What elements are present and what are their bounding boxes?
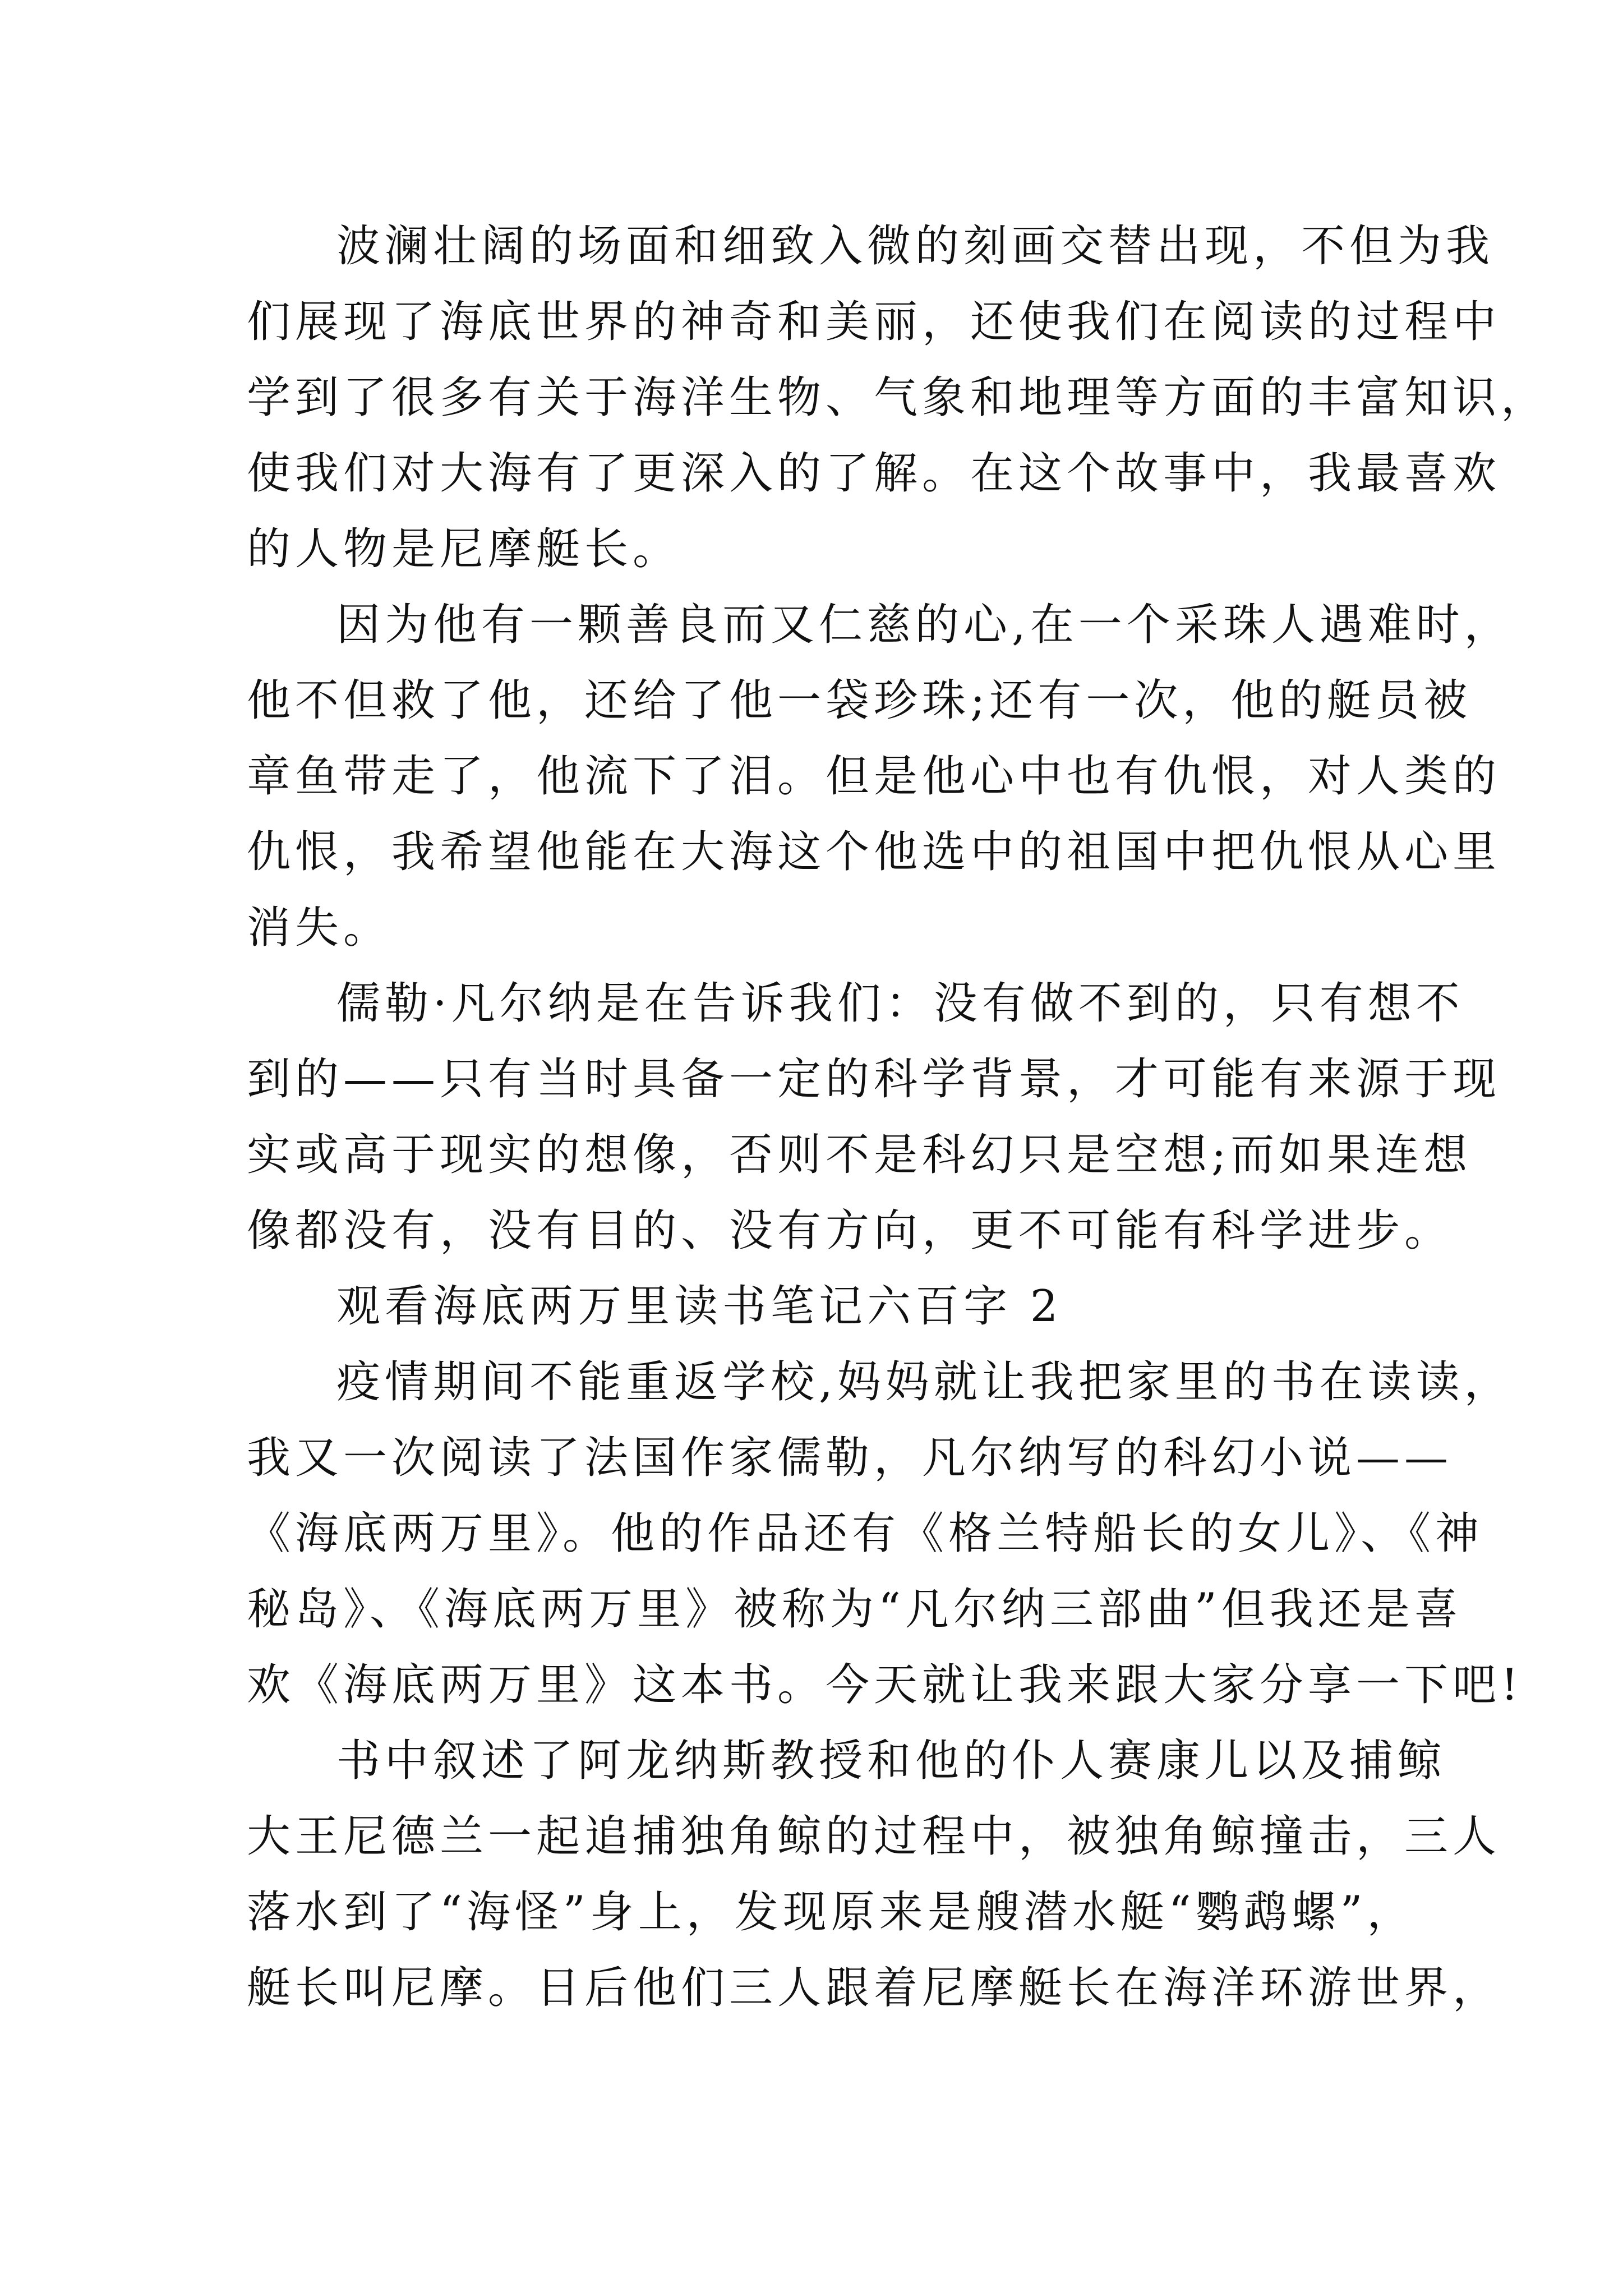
text-line: 《海底两万里》。他的作品还有《格兰特船长的女儿》、《神 (247, 1508, 1484, 1559)
text-line: 波澜壮阔的场面和细致入微的刻画交替出现，不但为我 (336, 221, 1495, 272)
text-line: 大王尼德兰一起追捕独角鲸的过程中，被独角鲸撞击，三人 (247, 1811, 1501, 1862)
text-line: 章鱼带走了，他流下了泪。但是他心中也有仇恨，对人类的 (247, 751, 1501, 802)
text-line: 像都没有，没有目的、没有方向，更不可能有科学进步。 (247, 1205, 1453, 1256)
text-line: 秘岛》、《海底两万里》被称为“凡尔纳三部曲”但我还是喜 (247, 1584, 1463, 1635)
text-line: 儒勒·凡尔纳是在告诉我们：没有做不到的，只有想不 (336, 978, 1464, 1029)
text-line: 使我们对大海有了更深入的了解。在这个故事中，我最喜欢 (247, 448, 1501, 499)
text-line: 落水到了“海怪”身上，发现原来是艘潜水艇“鹦鹉螺”， (247, 1887, 1415, 1938)
text-line: 艇长叫尼摩。日后他们三人跟着尼摩艇长在海洋环游世界， (247, 1963, 1501, 2013)
text-line: 们展现了海底世界的神奇和美丽，还使我们在阅读的过程中 (247, 297, 1501, 347)
text-line: 仇恨，我希望他能在大海这个他选中的祖国中把仇恨从心里 (247, 827, 1501, 877)
text-line: 书中叙述了阿龙纳斯教授和他的仆人赛康儿以及捕鲸 (336, 1736, 1446, 1786)
section-heading: 观看海底两万里读书笔记六百字 2 (336, 1281, 1063, 1332)
text-line: 我又一次阅读了法国作家儒勒，凡尔纳写的科幻小说—— (247, 1433, 1453, 1483)
text-line: 疫情期间不能重返学校,妈妈就让我把家里的书在读读， (336, 1357, 1513, 1407)
text-line: 因为他有一颗善良而又仁慈的心,在一个采珠人遇难时， (336, 600, 1513, 650)
text-line: 的人物是尼摩艇长。 (247, 524, 681, 574)
text-line: 学到了很多有关于海洋生物、气象和地理等方面的丰富知识， (247, 372, 1550, 423)
text-line: 消失。 (247, 903, 392, 953)
text-line: 到的——只有当时具备一定的科学背景，才可能有来源于现 (247, 1054, 1501, 1105)
text-line: 他不但救了他，还给了他一袋珍珠;还有一次，他的艇员被 (247, 675, 1472, 726)
text-line: 实或高于现实的想像，否则不是科幻只是空想;而如果连想 (247, 1130, 1472, 1180)
text-line: 欢《海底两万里》这本书。今天就让我来跟大家分享一下吧! (247, 1660, 1523, 1710)
